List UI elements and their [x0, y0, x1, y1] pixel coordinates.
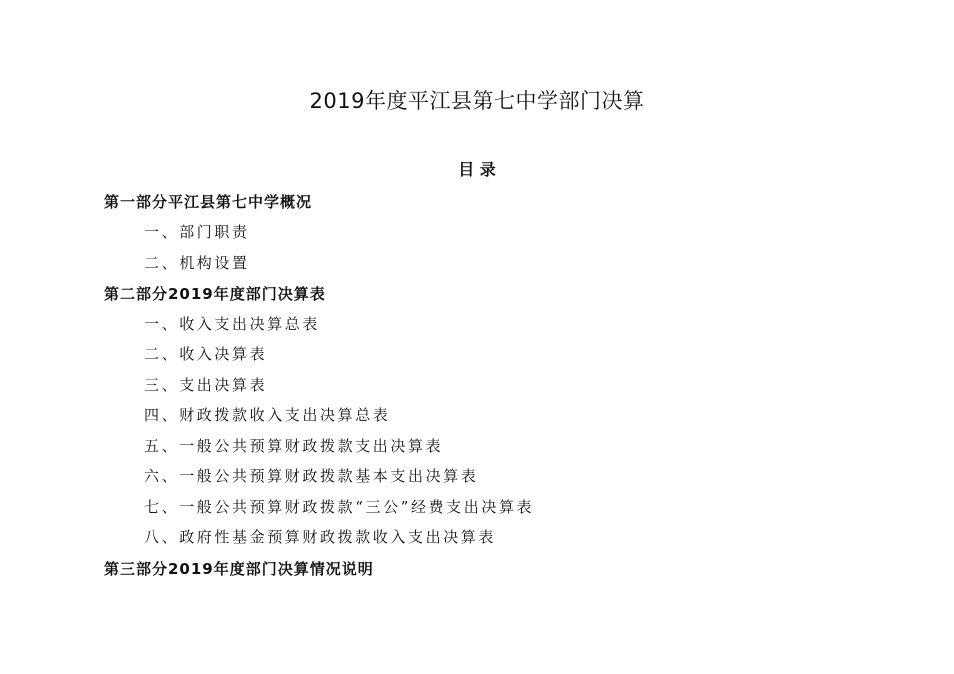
toc-item-general-budget-expense[interactable]: 五、一般公共预算财政拨款支出决算表 — [144, 437, 444, 455]
toc-item-general-budget-basic-expense[interactable]: 六、一般公共预算财政拨款基本支出决算表 — [144, 467, 479, 485]
document-title: 2019年度平江县第七中学部门决算 — [309, 89, 645, 113]
toc-item-expense-table[interactable]: 三、支出决算表 — [144, 376, 268, 394]
toc-item-organization-setup[interactable]: 二、机构设置 — [144, 254, 250, 272]
toc-item-department-duties[interactable]: 一、部门职责 — [144, 223, 250, 241]
toc-part-1[interactable]: 第一部分平江县第七中学概况 — [104, 193, 313, 211]
toc-item-income-expense-summary[interactable]: 一、收入支出决算总表 — [144, 315, 321, 333]
toc-heading: 目 录 — [458, 160, 496, 179]
toc-part-2[interactable]: 第二部分2019年度部门决算表 — [104, 285, 326, 303]
toc-item-income-table[interactable]: 二、收入决算表 — [144, 345, 268, 363]
toc-item-three-public-expenses[interactable]: 七、一般公共预算财政拨款“三公”经费支出决算表 — [144, 498, 535, 516]
toc-part-3[interactable]: 第三部分2019年度部门决算情况说明 — [104, 560, 374, 578]
toc-item-fiscal-appropriation-summary[interactable]: 四、财政拨款收入支出决算总表 — [144, 406, 391, 424]
toc-item-government-fund-budget[interactable]: 八、政府性基金预算财政拨款收入支出决算表 — [144, 528, 497, 546]
